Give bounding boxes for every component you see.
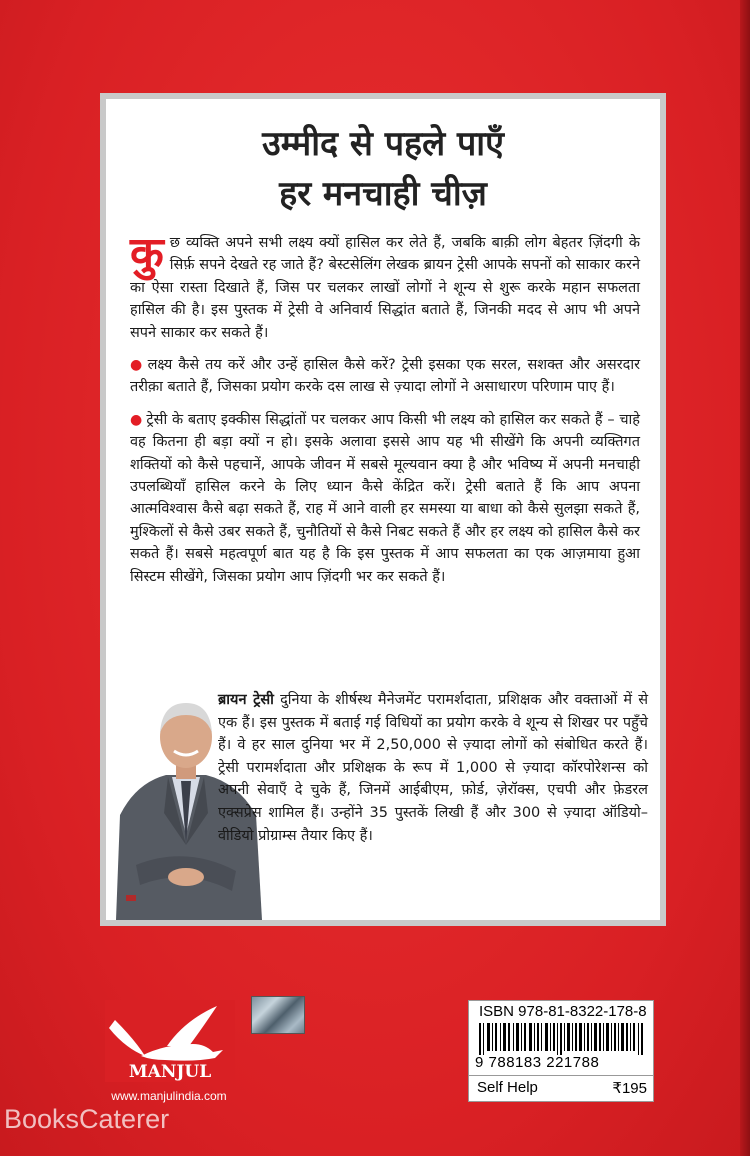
barcode-label <box>468 1000 654 1102</box>
text-panel <box>100 93 666 926</box>
cover-edge <box>740 0 750 1156</box>
title-line-2: हर मनचाही चीज़ <box>279 174 487 214</box>
price-label: ₹195 <box>612 1080 647 1097</box>
label-divider <box>469 1075 653 1076</box>
barcode-icon <box>479 1023 645 1055</box>
publisher-website: www.manjulindia.com <box>111 1089 227 1103</box>
isbn-text: ISBN 978-81-8322-178-8 <box>479 1003 647 1020</box>
author-bio <box>218 689 648 847</box>
intro-text: छ व्यक्ति अपने सभी लक्ष्य क्यों हासिल कर लेते हैं, जबकि बाक़ी लोग बेहतर ज़िंदगी के सिर्फ़ सपने देखते रह जाते हैं? बेस्टसेलिंग लेखक ब्रायन ट्रेसी आपके सपनों को साकार करने का ऐसा रास्ता दिखाते हैं, जिस पर चलकर लाखों लोगों ने शून्य से शुरू करके महान सफलता हासिल की है। इस पुस्तक में ट्रेसी वे अनिवार्य सिद्धांत बताते हैं, जिनकी मदद से आप भी अपने सपने साकार कर सकते हैं। <box>130 235 640 341</box>
drop-cap: कु <box>130 228 164 279</box>
author-bio-text: दुनिया के शीर्षस्थ मैनेजमेंट परामर्शदाता, प्रशिक्षक और वक्ताओं में से एक हैं। इस पुस्तक में बताई गई विधियों का प्रयोग करके वे शून्य से शिखर पर पहुँचे हैं। वे हर साल दुनिया भर में 2,50,000 से ज़्यादा लोगों को संबोधित करते हैं। ट्रेसी परामर्शदाता और प्रशिक्षक के रूप में 1,000 से ज़्यादा कॉरपोरेशन्स को अपनी सेवाएँ दे चुके हैं, जिनमें आईबीएम, फ़ोर्ड, ज़ेरॉक्स, एचपी और फ़ेडरल एक्सप्रेस शामिल हैं। उन्होंने 35 पुस्तकें लिखी हैं और 300 से ज़्यादा ऑडियो–वीडियो प्रोग्राम्स तैयार किए हैं। <box>218 692 649 844</box>
bullet-text: ट्रेसी के बताए इक्कीस सिद्धांतों पर चलकर आप किसी भी लक्ष्य को हासिल कर सकते हैं – चाहे वह कितना ही बड़ा क्यों न हो। इसके अलावा इससे आप यह भी सीखेंगे कि अपनी व्यक्तिगत शक्तियों को कैसे पहचानें, आपके जीवन में सबसे मूल्यवान क्या है और भविष्य में अपनी मनचाही उपलब्धियाँ हासिल करने के लिए ध्यान कैसे केंद्रित करें। ट्रेसी बताते हैं कि आप अपना आत्मविश्वास कैसे बढ़ा सकते हैं, राह में आने वाली हर समस्या या बाधा को कैसे सुलझा सकते हैं, मुश्किलों से कैसे उबर सकते हैं, चुनौतियों से कैसे निबट सकते हैं और हर लक्ष्य को हासिल कैसे कर सकते हैं। सबसे महत्वपूर्ण बात यह है कि इस पुस्तक में आप सफलता का एक आज़माया हुआ सिस्टम सीखेंगे, जिसका प्रयोग आप ज़िंदगी भर कर सकते हैं। <box>130 411 641 585</box>
book-title <box>106 119 660 219</box>
publisher-name: MANJUL <box>128 1062 212 1082</box>
watermark: BooksCaterer <box>4 1104 170 1134</box>
hologram-sticker <box>251 996 305 1034</box>
category-label: Self Help <box>477 1079 538 1096</box>
bullet-paragraph <box>130 409 640 588</box>
bullet-icon: ● <box>130 357 144 374</box>
title-line-1: उम्मीद से पहले पाएँ <box>262 124 504 164</box>
intro-paragraph <box>130 228 640 344</box>
bullet-paragraph <box>130 354 640 399</box>
publisher-logo <box>105 1000 235 1082</box>
barcode-digits: 9 788183 221788 <box>475 1054 600 1071</box>
bullet-icon: ● <box>130 411 143 428</box>
blurb <box>130 228 641 598</box>
bullet-text: लक्ष्य कैसे तय करें और उन्हें हासिल कैसे करें? ट्रेसी इसका एक सरल, सशक्त और असरदार तरीक़ा बताते हैं, जिसका प्रयोग करके दस लाख से ज़्यादा लोगों ने असाधारण परिणाम पाए हैं। <box>130 357 641 396</box>
author-name: ब्रायन ट्रेसी <box>218 692 274 708</box>
